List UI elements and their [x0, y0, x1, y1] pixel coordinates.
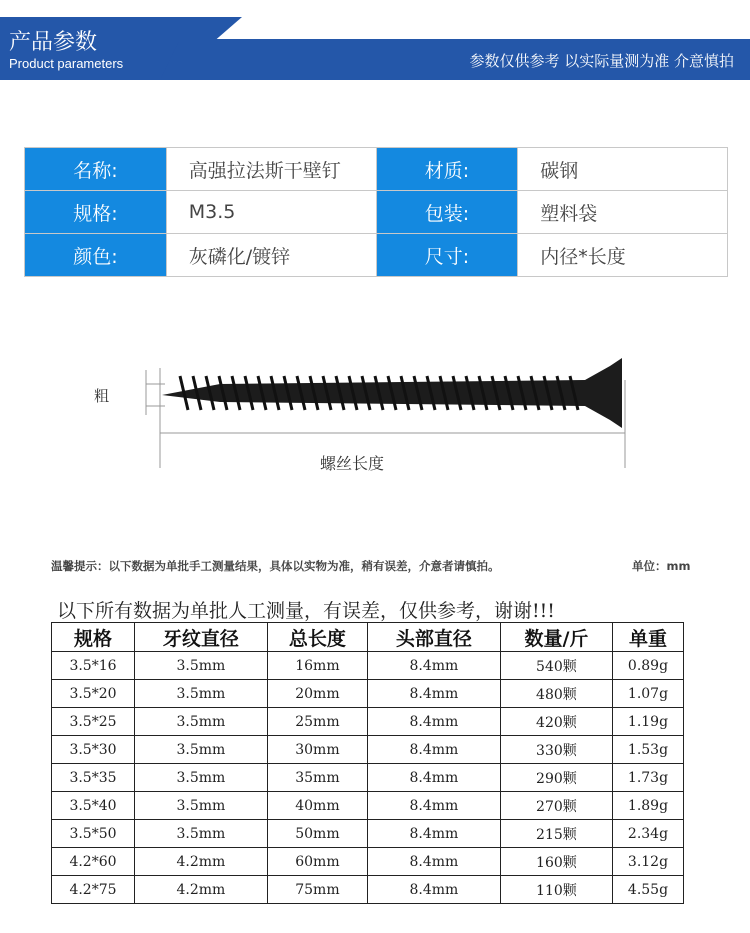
table-cell: 8.4mm: [367, 792, 500, 820]
table-row: [52, 820, 684, 848]
table-cell: 8.4mm: [367, 736, 500, 764]
table-cell: 1.53g: [612, 736, 683, 764]
table-cell: 3.5mm: [134, 764, 267, 792]
table-cell: 8.4mm: [367, 764, 500, 792]
table-cell: 160颗: [500, 848, 612, 876]
table-cell: 1.89g: [612, 792, 683, 820]
table-row: [52, 764, 684, 792]
column-header: 头部直径: [367, 623, 500, 652]
table-cell: 8.4mm: [367, 708, 500, 736]
spec-value: 高强拉法斯干壁钉: [166, 148, 376, 191]
table-cell: 270颗: [500, 792, 612, 820]
spec-row: [25, 234, 728, 277]
table-cell: 3.12g: [612, 848, 683, 876]
table-cell: 4.2*60: [52, 848, 135, 876]
table-cell: 60mm: [267, 848, 367, 876]
tip-text: 温馨提示：以下数据为单批手工测量结果，具体以实物为准，稍有误差，介意者请慎拍。: [51, 559, 500, 573]
thickness-label: 粗: [94, 387, 110, 405]
table-cell: 1.73g: [612, 764, 683, 792]
column-header: 单重: [612, 623, 683, 652]
table-row: [52, 792, 684, 820]
column-header: 牙纹直径: [134, 623, 267, 652]
table-cell: 8.4mm: [367, 876, 500, 904]
page-subtitle: Product parameters: [9, 56, 124, 71]
unit-text: 单位：mm: [632, 559, 691, 573]
table-cell: 480颗: [500, 680, 612, 708]
table-row: [52, 708, 684, 736]
table-row: [52, 848, 684, 876]
table-cell: 3.5mm: [134, 736, 267, 764]
table-cell: 0.89g: [612, 652, 683, 680]
spec-label: 包装:: [376, 191, 518, 234]
spec-label: 尺寸:: [376, 234, 518, 277]
table-cell: 8.4mm: [367, 652, 500, 680]
table-cell: 4.55g: [612, 876, 683, 904]
column-header: 总长度: [267, 623, 367, 652]
table-cell: 3.5*50: [52, 820, 135, 848]
spec-value: 塑料袋: [518, 191, 728, 234]
spec-value: 碳钢: [518, 148, 728, 191]
table-cell: 3.5*20: [52, 680, 135, 708]
table-row: [52, 680, 684, 708]
spec-label: 名称:: [25, 148, 167, 191]
table-cell: 3.5mm: [134, 708, 267, 736]
data-title: 以下所有数据为单批人工测量，有误差，仅供参考，谢谢!!!: [57, 600, 555, 622]
table-cell: 215颗: [500, 820, 612, 848]
size-table: [51, 622, 684, 904]
table-cell: 3.5*25: [52, 708, 135, 736]
table-cell: 4.2mm: [134, 876, 267, 904]
spec-row: [25, 191, 728, 234]
table-cell: 3.5mm: [134, 792, 267, 820]
spec-value: 内径*长度: [518, 234, 728, 277]
table-cell: 540颗: [500, 652, 612, 680]
table-cell: 1.07g: [612, 680, 683, 708]
table-row: [52, 652, 684, 680]
table-cell: 3.5*30: [52, 736, 135, 764]
table-cell: 110颗: [500, 876, 612, 904]
table-cell: 25mm: [267, 708, 367, 736]
table-cell: 3.5mm: [134, 680, 267, 708]
column-header: 数量/斤: [500, 623, 612, 652]
header-note: 参数仅供参考 以实际量测为准 介意慎拍: [469, 52, 734, 70]
length-label: 螺丝长度: [320, 454, 385, 473]
table-cell: 3.5mm: [134, 652, 267, 680]
table-cell: 35mm: [267, 764, 367, 792]
spec-table: [24, 147, 728, 277]
table-cell: 8.4mm: [367, 680, 500, 708]
spec-value: 灰磷化/镀锌: [166, 234, 376, 277]
table-cell: 290颗: [500, 764, 612, 792]
table-row: [52, 736, 684, 764]
table-cell: 330颗: [500, 736, 612, 764]
table-cell: 4.2mm: [134, 848, 267, 876]
spec-value: M3.5: [166, 191, 376, 234]
table-cell: 3.5*35: [52, 764, 135, 792]
table-cell: 20mm: [267, 680, 367, 708]
spec-label: 规格:: [25, 191, 167, 234]
page-title: 产品参数: [9, 30, 98, 55]
table-row: [52, 876, 684, 904]
table-cell: 40mm: [267, 792, 367, 820]
table-cell: 3.5*40: [52, 792, 135, 820]
table-cell: 3.5mm: [134, 820, 267, 848]
table-cell: 75mm: [267, 876, 367, 904]
spec-row: [25, 148, 728, 191]
table-cell: 420颗: [500, 708, 612, 736]
spec-label: 颜色:: [25, 234, 167, 277]
spec-label: 材质:: [376, 148, 518, 191]
table-cell: 1.19g: [612, 708, 683, 736]
table-cell: 16mm: [267, 652, 367, 680]
table-cell: 2.34g: [612, 820, 683, 848]
table-cell: 3.5*16: [52, 652, 135, 680]
table-cell: 8.4mm: [367, 848, 500, 876]
table-cell: 4.2*75: [52, 876, 135, 904]
table-cell: 8.4mm: [367, 820, 500, 848]
column-header: 规格: [52, 623, 135, 652]
table-cell: 50mm: [267, 820, 367, 848]
table-cell: 30mm: [267, 736, 367, 764]
